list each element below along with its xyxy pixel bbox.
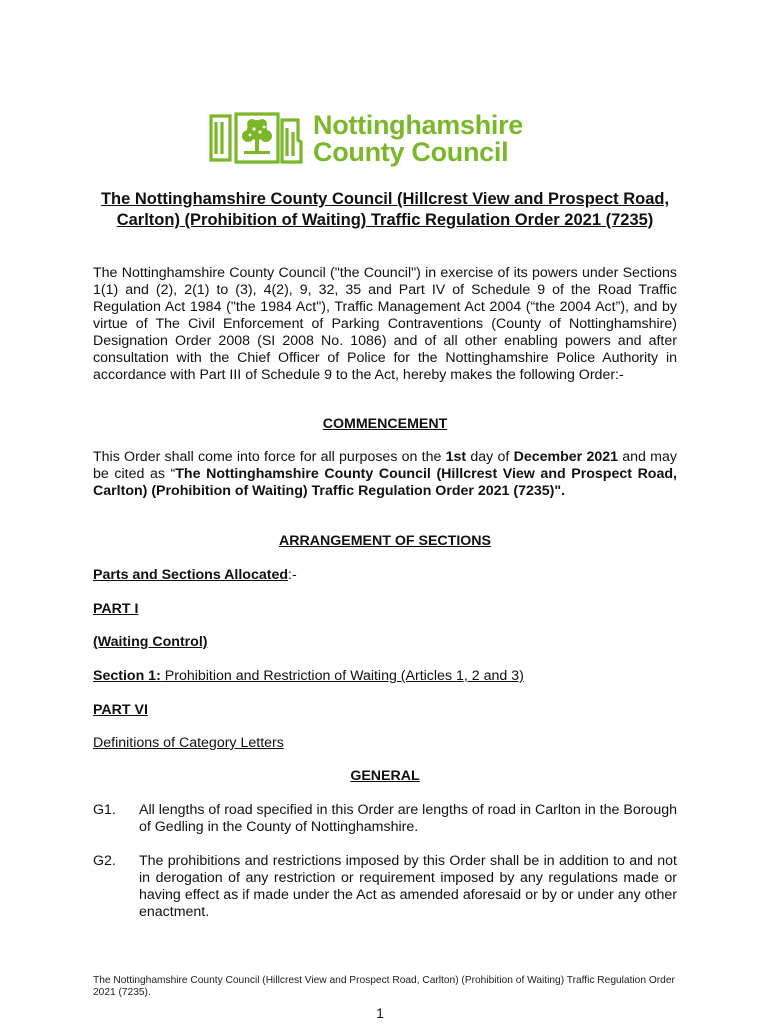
- parts-allocated-suffix: :-: [288, 567, 297, 583]
- commencement-month: December 2021: [513, 449, 619, 465]
- section-1-text: Prohibition and Restriction of Waiting (Articles 1, 2 and 3): [160, 668, 524, 684]
- commencement-day: 1st: [445, 449, 467, 465]
- document-title: The Nottinghamshire County Council (Hillcrest View and Prospect Road, Carlton) (Prohibition of Waiting) Traffic Regulation Order 2021 (7235): [100, 190, 670, 229]
- council-logo-text: [313, 112, 523, 166]
- section-1-label: Section 1:: [93, 668, 161, 684]
- general-heading: GENERAL: [350, 768, 420, 784]
- commencement-citation: The Nottinghamshire County Council (Hillcrest View and Prospect Road, Carlton) (Prohibition of Waiting) Traffic Regulation Order 2021 (7235)".: [93, 466, 677, 499]
- part-1-heading: PART I: [93, 601, 139, 617]
- section-1-line: [93, 668, 677, 685]
- part-6-heading: PART VI: [93, 702, 148, 718]
- commencement-heading: COMMENCEMENT: [322, 416, 448, 432]
- council-crest-icon: [208, 110, 304, 166]
- page-number: 1: [376, 1005, 384, 1021]
- commencement-text-2: day of: [466, 449, 514, 465]
- page-footer: The Nottinghamshire County Council (Hillcrest View and Prospect Road, Carlton) (Prohibition of Waiting) Traffic Regulation Order 2021 (7235).: [93, 975, 675, 998]
- general-item-number: G2.: [93, 853, 116, 869]
- parts-allocated-label: Parts and Sections Allocated: [93, 567, 289, 583]
- intro-paragraph: The Nottinghamshire County Council ("the Council") in exercise of its powers under Sections 1(1) and (2), 2(1) to (3), 4(2), 9, 32, 35 and Part IV of Schedule 9 of the Road Traffic Regulation Act 1984 ("the 1984 Act"), Traffic Management Act 2004 (“the 2004 Act”), and by virtue of The Civil Enforcement of Parking Contraventions (County of Nottinghamshire) Designation Order 2008 (SI 2008 No. 1086) and of all other enabling powers and after consultation with the Chief Officer of Police for the Nottinghamshire Police Authority in accordance with Part III of Schedule 9 to the Act, hereby makes the following Order:-: [93, 265, 677, 383]
- commencement-text-3: and may be cited as “: [93, 449, 677, 482]
- commencement-paragraph: [93, 449, 677, 500]
- general-item-text: The prohibitions and restrictions imposed by this Order shall be in addition to and not in derogation of any restriction or requirement imposed by any regulations made or having effect as if made under the Act as amended aforesaid or by or under any other enactment.: [139, 853, 677, 920]
- definitions-line: Definitions of Category Letters: [93, 735, 284, 751]
- logo-line-2: County Council: [313, 137, 509, 167]
- general-item-text: All lengths of road specified in this Order are lengths of road in Carlton in the Borough of Gedling in the County of Nottinghamshire.: [139, 802, 677, 835]
- parts-allocated-line: [93, 567, 677, 584]
- arrangement-heading: ARRANGEMENT OF SECTIONS: [278, 533, 492, 549]
- commencement-text-1: This Order shall come into force for all purposes on the: [93, 449, 446, 465]
- council-logo: [208, 110, 568, 168]
- general-item-number: G1.: [93, 802, 116, 818]
- logo-line-1: Nottinghamshire: [313, 110, 524, 140]
- part-1-subheading: (Waiting Control): [93, 634, 208, 650]
